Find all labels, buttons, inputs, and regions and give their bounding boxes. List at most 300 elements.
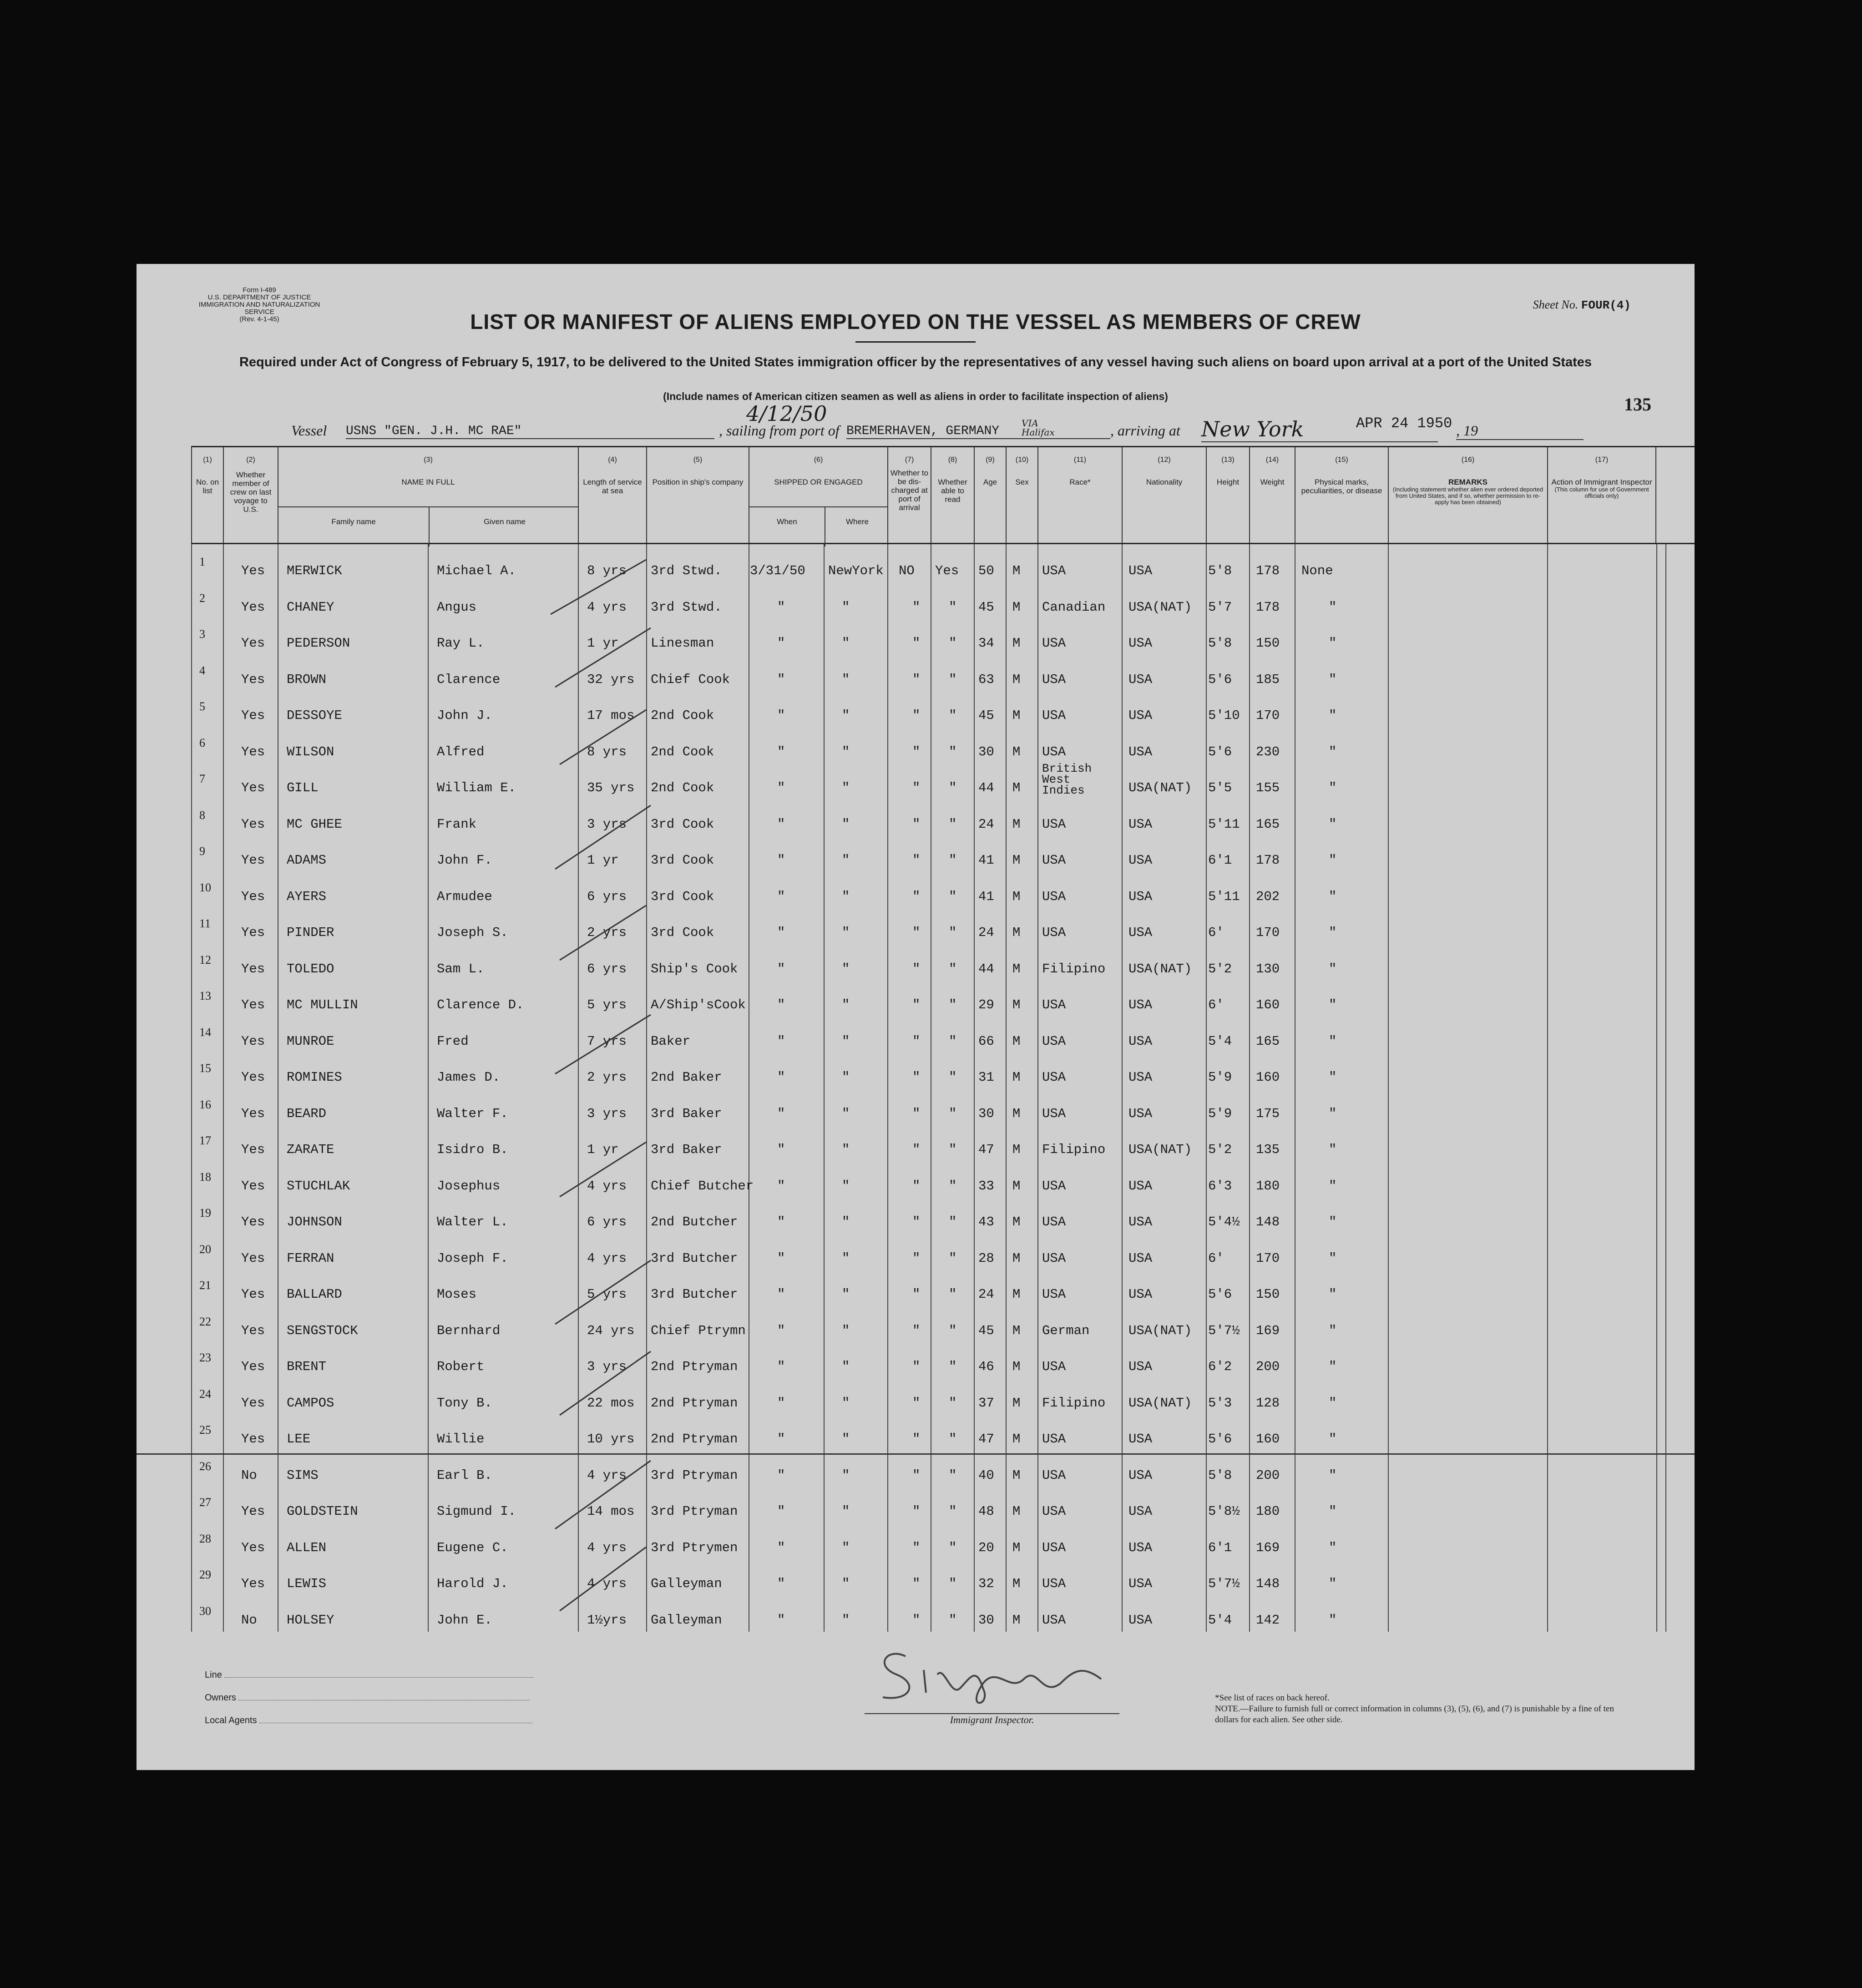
- table-row: [191, 1166, 1695, 1202]
- cell-position: Ship's Cook: [651, 961, 738, 976]
- cell-race: USA: [1042, 1033, 1066, 1049]
- cell-service-length: 6 yrs: [587, 889, 627, 904]
- cell-service-length: 6 yrs: [587, 961, 627, 976]
- cell-nationality: USA: [1128, 708, 1153, 723]
- cell-weight: 178: [1256, 599, 1280, 615]
- cell-row-number: 26: [199, 1459, 211, 1473]
- cell-race: USA: [1042, 925, 1066, 940]
- cell-height: 5'4½: [1208, 1214, 1240, 1229]
- arriving-port: New York: [1201, 417, 1438, 442]
- title-underline: [855, 341, 976, 343]
- cell-shipped-when: ": [777, 961, 785, 976]
- cell-last-voyage: Yes: [241, 1214, 265, 1229]
- table-row: [191, 762, 1695, 804]
- cell-height: 6'3: [1208, 1178, 1232, 1194]
- cell-shipped-where: ": [842, 1504, 850, 1519]
- cell-position: 3rd Ptryman: [651, 1467, 738, 1483]
- cell-race: USA: [1042, 672, 1066, 687]
- cell-row-number: 18: [199, 1170, 211, 1184]
- cell-service-length: 1 yr: [587, 853, 619, 868]
- cell-family-name: BALLARD: [287, 1287, 342, 1302]
- cell-weight: 135: [1256, 1142, 1280, 1157]
- cell-shipped-when: ": [777, 1395, 785, 1411]
- cell-discharged: ": [912, 780, 921, 795]
- cell-shipped-when: ": [777, 925, 785, 940]
- cell-row-number: 15: [199, 1062, 211, 1075]
- cell-nationality: USA: [1128, 672, 1153, 687]
- sailing-label: , sailing from port of: [719, 422, 840, 439]
- table-row: [191, 1383, 1695, 1419]
- vessel-label: Vessel: [291, 422, 327, 439]
- cell-given-name: Clarence: [437, 672, 501, 687]
- table-row: [191, 949, 1695, 985]
- cell-height: 5'9: [1208, 1106, 1232, 1121]
- cell-row-number: 28: [199, 1532, 211, 1545]
- header-height: (13) Height: [1206, 447, 1249, 543]
- cell-able-to-read: ": [949, 1106, 957, 1121]
- cell-last-voyage: Yes: [241, 563, 265, 578]
- cell-given-name: William E.: [437, 780, 516, 795]
- cell-shipped-where: ": [842, 1323, 850, 1338]
- subtitle: Required under Act of Congress of February 5, 1917, to be delivered to the United States immigration officer by the representatives of any vessel having such aliens on board upon arrival at a port of the United States: [239, 355, 1592, 369]
- header-age: (9) Age: [974, 447, 1006, 543]
- cell-given-name: Willie: [437, 1432, 485, 1447]
- cell-physical-marks: ": [1329, 744, 1337, 759]
- cell-nationality: USA(NAT): [1128, 1395, 1192, 1411]
- cell-given-name: Frank: [437, 816, 477, 832]
- cell-service-length: 3 yrs: [587, 1359, 627, 1374]
- cell-nationality: USA: [1128, 1287, 1153, 1302]
- cell-sex: M: [1012, 1612, 1021, 1628]
- cell-position: Baker: [651, 1033, 691, 1049]
- cell-physical-marks: ": [1329, 925, 1337, 940]
- cell-family-name: PEDERSON: [287, 636, 350, 651]
- cell-given-name: Michael A.: [437, 563, 516, 578]
- cell-family-name: MERWICK: [287, 563, 342, 578]
- cell-age: 66: [978, 1033, 994, 1049]
- cell-weight: 128: [1256, 1395, 1280, 1411]
- cell-height: 5'5: [1208, 780, 1232, 795]
- cell-shipped-when: ": [777, 744, 785, 759]
- cell-race: USA: [1042, 1432, 1066, 1447]
- cell-weight: 180: [1256, 1178, 1280, 1194]
- table-row: [191, 732, 1695, 768]
- cell-position: 2nd Ptryman: [651, 1395, 738, 1411]
- cell-nationality: USA: [1128, 744, 1153, 759]
- cell-weight: 185: [1256, 672, 1280, 687]
- cell-race: USA: [1042, 1287, 1066, 1302]
- header-race: (11) Race*: [1037, 447, 1122, 543]
- cell-nationality: USA: [1128, 1214, 1153, 1229]
- cell-discharged: ": [912, 1287, 921, 1302]
- inspector-signature: [846, 1638, 1138, 1706]
- table-row: [191, 840, 1695, 876]
- cell-able-to-read: ": [949, 1612, 957, 1628]
- cell-nationality: USA: [1128, 1106, 1153, 1121]
- cell-family-name: FERRAN: [287, 1250, 334, 1266]
- cell-shipped-where: ": [842, 708, 850, 723]
- cell-physical-marks: ": [1329, 1467, 1337, 1483]
- cell-able-to-read: ": [949, 1467, 957, 1483]
- cell-sex: M: [1012, 925, 1021, 940]
- cell-height: 5'3: [1208, 1395, 1232, 1411]
- cell-physical-marks: None: [1301, 563, 1333, 578]
- cell-last-voyage: Yes: [241, 816, 265, 832]
- header-weight: (14) Weight: [1249, 447, 1295, 543]
- cell-shipped-where: ": [842, 1395, 850, 1411]
- header-no: (1) No. on list: [191, 447, 223, 543]
- cell-shipped-when: ": [777, 1323, 785, 1338]
- cell-weight: 170: [1256, 708, 1280, 723]
- cell-sex: M: [1012, 1070, 1021, 1085]
- cell-position: 2nd Baker: [651, 1070, 722, 1085]
- cell-height: 5'9: [1208, 1070, 1232, 1085]
- cell-able-to-read: ": [949, 1432, 957, 1447]
- cell-discharged: ": [912, 708, 921, 723]
- header-name: (3) NAME IN FULL Family name Given name: [278, 447, 578, 543]
- cell-last-voyage: Yes: [241, 672, 265, 687]
- cell-row-number: 17: [199, 1134, 211, 1147]
- cell-family-name: ADAMS: [287, 853, 327, 868]
- cell-shipped-when: ": [777, 672, 785, 687]
- cell-row-number: 29: [199, 1568, 211, 1581]
- cell-height: 5'10: [1208, 708, 1240, 723]
- cell-shipped-where: ": [842, 1106, 850, 1121]
- cell-given-name: Joseph S.: [437, 925, 508, 940]
- table-row: [191, 695, 1695, 732]
- cell-row-number: 3: [199, 627, 205, 641]
- cell-discharged: ": [912, 1178, 921, 1194]
- cell-able-to-read: ": [949, 1504, 957, 1519]
- cell-shipped-where: ": [842, 1033, 850, 1049]
- cell-service-length: 5 yrs: [587, 1287, 627, 1302]
- cell-position: 2nd Ptryman: [651, 1432, 738, 1447]
- cell-given-name: Bernhard: [437, 1323, 501, 1338]
- table-row: [191, 1419, 1695, 1455]
- cell-given-name: Eugene C.: [437, 1540, 508, 1555]
- header-when: When: [777, 517, 797, 526]
- cell-height: 5'6: [1208, 1287, 1232, 1302]
- cell-discharged: ": [912, 1395, 921, 1411]
- cell-physical-marks: ": [1329, 816, 1337, 832]
- cell-given-name: John J.: [437, 708, 492, 723]
- cell-family-name: PINDER: [287, 925, 334, 940]
- cell-able-to-read: ": [949, 1540, 957, 1555]
- cell-race: USA: [1042, 1106, 1066, 1121]
- cell-last-voyage: Yes: [241, 708, 265, 723]
- cell-position: 3rd Cook: [651, 889, 714, 904]
- cell-last-voyage: Yes: [241, 780, 265, 795]
- cell-race: USA: [1042, 708, 1066, 723]
- cell-last-voyage: No: [241, 1612, 257, 1628]
- cell-nationality: USA: [1128, 1432, 1153, 1447]
- port-of-sailing: BREMERHAVEN, GERMANY: [846, 424, 1110, 439]
- footer-agents-field: Local Agents: [205, 1715, 532, 1726]
- cell-weight: 160: [1256, 997, 1280, 1012]
- cell-family-name: HOLSEY: [287, 1612, 334, 1628]
- cell-shipped-where: ": [842, 1070, 850, 1085]
- cell-family-name: GILL: [287, 780, 319, 795]
- cell-row-number: 4: [199, 663, 205, 677]
- cell-nationality: USA: [1128, 816, 1153, 832]
- cell-family-name: ALLEN: [287, 1540, 327, 1555]
- cell-shipped-where: ": [842, 1250, 850, 1266]
- cell-weight: 155: [1256, 780, 1280, 795]
- table-row: [191, 912, 1695, 949]
- cell-nationality: USA: [1128, 925, 1153, 940]
- table-row: [191, 985, 1695, 1021]
- cell-family-name: MC GHEE: [287, 816, 342, 832]
- cell-race: Canadian: [1042, 599, 1106, 615]
- cell-race: USA: [1042, 1576, 1066, 1591]
- cell-able-to-read: ": [949, 1214, 957, 1229]
- cell-physical-marks: ": [1329, 1612, 1337, 1628]
- cell-discharged: ": [912, 1467, 921, 1483]
- arriving-label: , arriving at: [1110, 422, 1180, 439]
- cell-family-name: MC MULLIN: [287, 997, 358, 1012]
- cell-shipped-when: ": [777, 1033, 785, 1049]
- cell-shipped-when: ": [777, 636, 785, 651]
- cell-family-name: TOLEDO: [287, 961, 334, 976]
- cell-row-number: 12: [199, 953, 211, 966]
- cell-physical-marks: ": [1329, 708, 1337, 723]
- cell-nationality: USA(NAT): [1128, 1142, 1192, 1157]
- cell-position: Chief Ptrymn: [651, 1323, 746, 1338]
- table-row: [191, 623, 1695, 659]
- cell-shipped-where: ": [842, 889, 850, 904]
- cell-service-length: 10 yrs: [587, 1432, 635, 1447]
- cell-sex: M: [1012, 889, 1021, 904]
- cell-family-name: JOHNSON: [287, 1214, 342, 1229]
- cell-shipped-when: ": [777, 1287, 785, 1302]
- cell-weight: 169: [1256, 1323, 1280, 1338]
- cell-shipped-where: ": [842, 1612, 850, 1628]
- cell-race: USA: [1042, 1359, 1066, 1374]
- cell-sex: M: [1012, 1576, 1021, 1591]
- cell-age: 20: [978, 1540, 994, 1555]
- cell-physical-marks: ": [1329, 1540, 1337, 1555]
- cell-discharged: ": [912, 1432, 921, 1447]
- cell-family-name: SIMS: [287, 1467, 319, 1483]
- cell-height: 6'1: [1208, 1540, 1232, 1555]
- cell-row-number: 10: [199, 880, 211, 894]
- cell-sex: M: [1012, 744, 1021, 759]
- cell-family-name: ZARATE: [287, 1142, 334, 1157]
- cell-height: 5'2: [1208, 961, 1232, 976]
- cell-age: 45: [978, 1323, 994, 1338]
- cell-discharged: ": [912, 889, 921, 904]
- cell-able-to-read: ": [949, 997, 957, 1012]
- cell-service-length: 3 yrs: [587, 1106, 627, 1121]
- header-service: (4) Length of service at sea: [578, 447, 646, 543]
- cell-service-length: 22 mos: [587, 1395, 635, 1411]
- cell-nationality: USA: [1128, 636, 1153, 651]
- cell-age: 34: [978, 636, 994, 651]
- cell-discharged: ": [912, 1214, 921, 1229]
- cell-shipped-when: ": [777, 997, 785, 1012]
- cell-able-to-read: ": [949, 925, 957, 940]
- cell-given-name: Armudee: [437, 889, 492, 904]
- cell-row-number: 27: [199, 1496, 211, 1509]
- cell-given-name: Fred: [437, 1033, 469, 1049]
- cell-nationality: USA: [1128, 1250, 1153, 1266]
- cell-height: 5'7½: [1208, 1576, 1240, 1591]
- cell-service-length: 2 yrs: [587, 1070, 627, 1085]
- cell-row-number: 9: [199, 845, 205, 858]
- cell-race: USA: [1042, 1540, 1066, 1555]
- cell-able-to-read: ": [949, 636, 957, 651]
- table-row: [191, 804, 1695, 840]
- cell-able-to-read: ": [949, 599, 957, 615]
- cell-physical-marks: ": [1329, 1178, 1337, 1194]
- cell-nationality: USA: [1128, 1467, 1153, 1483]
- cell-discharged: ": [912, 1576, 921, 1591]
- immigrant-inspector-label: Immigrant Inspector.: [865, 1713, 1119, 1726]
- cell-nationality: USA(NAT): [1128, 961, 1192, 976]
- cell-physical-marks: ": [1329, 1323, 1337, 1338]
- cell-discharged: ": [912, 599, 921, 615]
- cell-age: 37: [978, 1395, 994, 1411]
- cell-position: 3rd Baker: [651, 1106, 722, 1121]
- cell-service-length: 5 yrs: [587, 997, 627, 1012]
- cell-given-name: Josephus: [437, 1178, 501, 1194]
- cell-last-voyage: Yes: [241, 1250, 265, 1266]
- cell-row-number: 19: [199, 1206, 211, 1219]
- cell-height: 5'11: [1208, 889, 1240, 904]
- cell-nationality: USA(NAT): [1128, 599, 1192, 615]
- cell-service-length: 14 mos: [587, 1504, 635, 1519]
- cell-given-name: James D.: [437, 1070, 501, 1085]
- cell-physical-marks: ": [1329, 1250, 1337, 1266]
- cell-weight: 180: [1256, 1504, 1280, 1519]
- cell-row-number: 1: [199, 555, 205, 568]
- cell-race: British West Indies: [1042, 762, 1092, 797]
- table-row: [191, 1057, 1695, 1093]
- cell-weight: 178: [1256, 563, 1280, 578]
- cell-weight: 150: [1256, 1287, 1280, 1302]
- cell-race: USA: [1042, 636, 1066, 651]
- cell-last-voyage: Yes: [241, 997, 265, 1012]
- cell-given-name: Tony B.: [437, 1395, 492, 1411]
- cell-given-name: Isidro B.: [437, 1142, 508, 1157]
- cell-family-name: CAMPOS: [287, 1395, 334, 1411]
- cell-height: 5'4: [1208, 1612, 1232, 1628]
- cell-race: USA: [1042, 1178, 1066, 1194]
- cell-age: 24: [978, 925, 994, 940]
- cell-height: 6'2: [1208, 1359, 1232, 1374]
- cell-family-name: LEWIS: [287, 1576, 327, 1591]
- header-read: (8) Whether able to read: [931, 447, 974, 543]
- cell-sex: M: [1012, 853, 1021, 868]
- cell-position: Galleyman: [651, 1576, 722, 1591]
- cell-height: 5'8: [1208, 563, 1232, 578]
- cell-weight: 150: [1256, 636, 1280, 651]
- cell-able-to-read: ": [949, 780, 957, 795]
- cell-position: 3rd Butcher: [651, 1250, 738, 1266]
- table-row: [191, 876, 1695, 913]
- cell-position: 3rd Butcher: [651, 1287, 738, 1302]
- cell-shipped-where: ": [842, 780, 850, 795]
- cell-shipped-where: ": [842, 961, 850, 976]
- cell-physical-marks: ": [1329, 1033, 1337, 1049]
- header-inspector-action: (17) Action of Immigrant Inspector (This column for use of Government officials only): [1547, 447, 1656, 543]
- cell-shipped-where: ": [842, 1467, 850, 1483]
- cell-age: 31: [978, 1070, 994, 1085]
- cell-height: 5'6: [1208, 744, 1232, 759]
- cell-service-length: 4 yrs: [587, 599, 627, 615]
- cell-race: USA: [1042, 1467, 1066, 1483]
- cell-row-number: 14: [199, 1025, 211, 1039]
- cell-discharged: ": [912, 816, 921, 832]
- cell-physical-marks: ": [1329, 1142, 1337, 1157]
- cell-height: 5'7½: [1208, 1323, 1240, 1338]
- page-title: LIST OR MANIFEST OF ALIENS EMPLOYED ON THE VESSEL AS MEMBERS OF CREW: [470, 310, 1361, 334]
- cell-nationality: USA: [1128, 1576, 1153, 1591]
- header-physical-marks: (15) Physical marks, peculiarities, or disease: [1295, 447, 1388, 543]
- cell-race: USA: [1042, 1504, 1066, 1519]
- cell-race: Filipino: [1042, 1395, 1106, 1411]
- cell-discharged: ": [912, 744, 921, 759]
- cell-nationality: USA: [1128, 1504, 1153, 1519]
- cell-position: 2nd Ptryman: [651, 1359, 738, 1374]
- cell-weight: 148: [1256, 1576, 1280, 1591]
- cell-last-voyage: Yes: [241, 1540, 265, 1555]
- table-row: [191, 1129, 1695, 1166]
- cell-service-length: 2 yrs: [587, 925, 627, 940]
- cell-able-to-read: ": [949, 1142, 957, 1157]
- cell-service-length: 35 yrs: [587, 780, 635, 795]
- cell-age: 28: [978, 1250, 994, 1266]
- cell-nationality: USA: [1128, 1178, 1153, 1194]
- arrival-date-stamp: APR 24 1950: [1356, 415, 1452, 432]
- sheet-number: Sheet No. FOUR(4): [1533, 298, 1631, 312]
- cell-race: USA: [1042, 744, 1066, 759]
- cell-family-name: SENGSTOCK: [287, 1323, 358, 1338]
- cell-last-voyage: Yes: [241, 1033, 265, 1049]
- cell-weight: 230: [1256, 744, 1280, 759]
- cell-physical-marks: ": [1329, 997, 1337, 1012]
- cell-weight: 200: [1256, 1359, 1280, 1374]
- cell-able-to-read: ": [949, 889, 957, 904]
- cell-physical-marks: ": [1329, 853, 1337, 868]
- cell-sex: M: [1012, 672, 1021, 687]
- cell-weight: 178: [1256, 853, 1280, 868]
- cell-row-number: 6: [199, 736, 205, 749]
- cell-sex: M: [1012, 780, 1021, 795]
- cell-height: 5'7: [1208, 599, 1232, 615]
- table-row: [191, 1491, 1695, 1528]
- cell-weight: 148: [1256, 1214, 1280, 1229]
- cell-row-number: 8: [199, 808, 205, 822]
- cell-family-name: CHANEY: [287, 599, 334, 615]
- cell-position: Linesman: [651, 636, 714, 651]
- cell-sex: M: [1012, 1250, 1021, 1266]
- cell-given-name: Earl B.: [437, 1467, 492, 1483]
- cell-sex: M: [1012, 1323, 1021, 1338]
- cell-row-number: 11: [199, 917, 211, 930]
- cell-discharged: ": [912, 1033, 921, 1049]
- cell-family-name: LEE: [287, 1432, 311, 1447]
- cell-race: USA: [1042, 816, 1066, 832]
- cell-service-length: 17 mos: [587, 708, 635, 723]
- page-number: 135: [1624, 394, 1651, 415]
- cell-service-length: 24 yrs: [587, 1323, 635, 1338]
- cell-nationality: USA(NAT): [1128, 780, 1192, 795]
- cell-able-to-read: ": [949, 853, 957, 868]
- cell-last-voyage: Yes: [241, 1070, 265, 1085]
- cell-race: Filipino: [1042, 1142, 1106, 1157]
- cell-nationality: USA: [1128, 563, 1153, 578]
